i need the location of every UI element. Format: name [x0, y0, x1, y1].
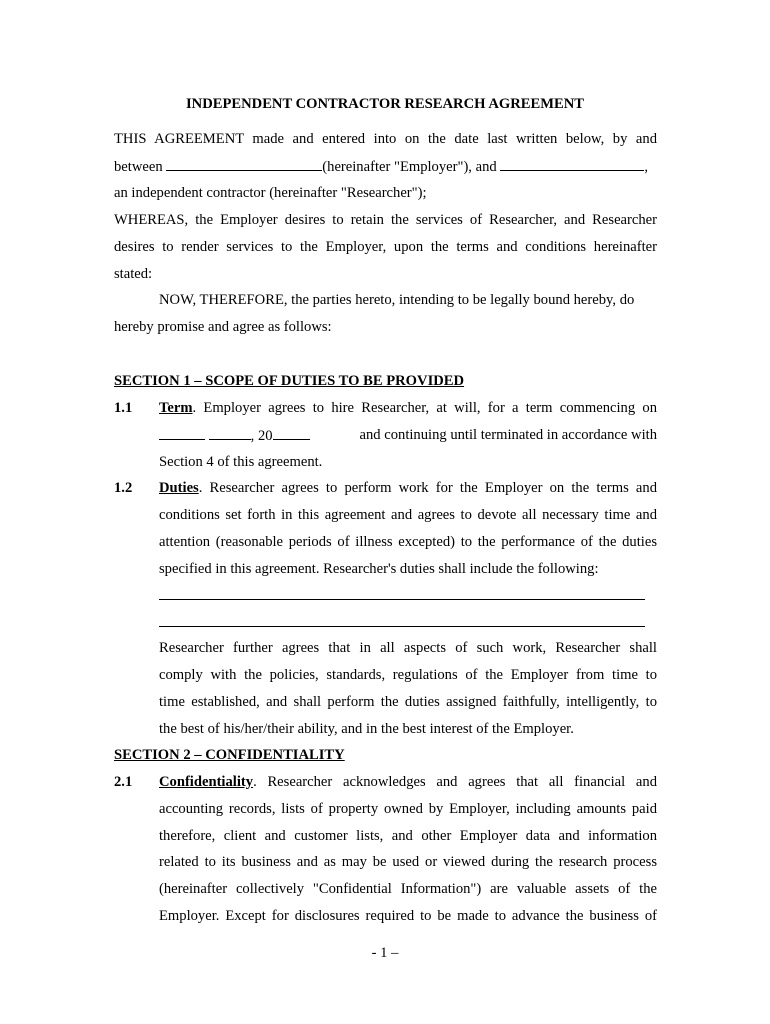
item-2-1-line-2: accounting records, lists of property owned by Employer, including amounts paid [159, 801, 657, 817]
researcher-name-blank[interactable] [500, 157, 644, 171]
item-2-1-number: 2.1 [114, 774, 133, 790]
now-therefore-line-1: NOW, THEREFORE, the parties hereto, intending to be legally bound hereby, do [159, 292, 635, 308]
item-1-2-para2-line-1: Researcher further agrees that in all aspects of such work, Researcher shall [159, 640, 657, 656]
item-1-1-text: . Employer agrees to hire Researcher, at will, for a term commencing on [192, 400, 657, 416]
confidentiality-heading: Confidentiality [159, 774, 254, 790]
term-heading: Term [159, 400, 193, 416]
duties-heading: Duties [159, 480, 199, 496]
page-number: - 1 – [371, 945, 399, 961]
start-year-blank[interactable] [273, 426, 310, 440]
intro-line-3: an independent contractor (hereinafter "Researcher"); [114, 185, 427, 201]
item-1-1-number: 1.1 [114, 400, 133, 416]
item-2-1-line-1 [159, 773, 657, 791]
start-month-blank[interactable] [159, 426, 205, 440]
item-1-1-line-1 [159, 399, 657, 417]
item-1-2-para2-line-3: time established, and shall perform the duties assigned faithfully, intelligently, to [159, 694, 657, 710]
now-therefore-line-2: hereby promise and agree as follows: [114, 319, 332, 335]
item-2-1-line-5: (hereinafter collectively "Confidential Information") are valuable assets of the [159, 881, 657, 897]
item-2-1-text: . Researcher acknowledges and agrees that all financial and [253, 774, 657, 790]
employer-name-blank[interactable] [166, 157, 322, 171]
item-2-1-line-3: therefore, client and customer lists, and other Employer data and information [159, 828, 657, 844]
start-day-blank[interactable] [209, 426, 251, 440]
item-1-2-line-3: attention (reasonable periods of illness excepted) to the performance of the duties [159, 534, 657, 550]
duties-blank-line-1[interactable] [159, 599, 645, 600]
whereas-line-3: stated: [114, 266, 153, 282]
item-1-2-para2-line-2: comply with the policies, standards, regulations of the Employer from time to [159, 667, 657, 683]
item-1-2-line-2: conditions set forth in this agreement and agrees to devote all necessary time and [159, 507, 657, 523]
item-1-2-line-1 [159, 479, 657, 497]
item-2-1-line-4: related to its business and as may be used or viewed during the research process [159, 854, 657, 870]
employer-tag-text: (hereinafter "Employer"), and [322, 159, 497, 175]
item-1-1-line-2 [159, 426, 657, 445]
duties-blank-line-2[interactable] [159, 626, 645, 627]
whereas-line-2: desires to render services to the Employer, upon the terms and conditions hereinafter [114, 239, 657, 255]
between-text: between [114, 159, 163, 175]
comma-text: , [644, 159, 648, 175]
item-1-1-line-2-rest: and continuing until terminated in accordance with [359, 427, 657, 443]
section-2-heading: SECTION 2 – CONFIDENTIALITY [114, 747, 345, 763]
item-1-1-line-3: Section 4 of this agreement. [159, 454, 323, 470]
intro-line-1: THIS AGREEMENT made and entered into on the date last written below, by and [114, 131, 657, 147]
whereas-line-1: WHEREAS, the Employer desires to retain the services of Researcher, and Researcher [114, 212, 657, 228]
item-1-2-text: . Researcher agrees to perform work for the Employer on the terms and [198, 480, 657, 496]
item-1-2-line-4: specified in this agreement. Researcher's duties shall include the following: [159, 561, 599, 577]
document-title: INDEPENDENT CONTRACTOR RESEARCH AGREEMENT [185, 96, 584, 112]
year-prefix-text: , 20 [250, 428, 273, 444]
section-1-heading: SECTION 1 – SCOPE OF DUTIES TO BE PROVIDED [114, 373, 465, 389]
item-1-2-number: 1.2 [114, 480, 133, 496]
intro-line-2 [114, 157, 648, 176]
item-1-2-para2-line-4: the best of his/her/their ability, and in the best interest of the Employer. [159, 721, 574, 737]
item-2-1-line-6: Employer. Except for disclosures required to be made to advance the business of [159, 908, 657, 924]
